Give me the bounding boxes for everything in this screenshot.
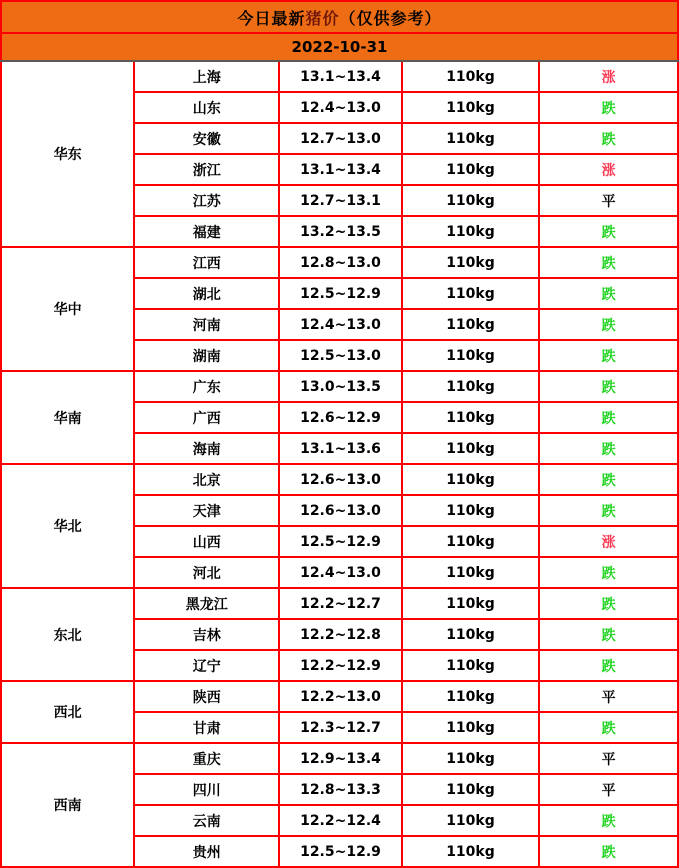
price-cell: 12.5~12.9 <box>279 836 402 867</box>
trend-cell: 涨 <box>539 154 678 185</box>
province-cell: 山东 <box>134 92 279 123</box>
region-cell: 华中 <box>1 247 134 371</box>
province-cell: 福建 <box>134 216 279 247</box>
price-cell: 13.1~13.4 <box>279 154 402 185</box>
trend-cell: 跌 <box>539 278 678 309</box>
price-cell: 12.2~12.7 <box>279 588 402 619</box>
price-cell: 13.2~13.5 <box>279 216 402 247</box>
weight-cell: 110kg <box>402 681 539 712</box>
province-cell: 河北 <box>134 557 279 588</box>
trend-cell: 跌 <box>539 371 678 402</box>
table-row <box>1 371 678 402</box>
trend-cell: 跌 <box>539 712 678 743</box>
trend-cell: 跌 <box>539 805 678 836</box>
province-cell: 重庆 <box>134 743 279 774</box>
price-cell: 12.7~13.1 <box>279 185 402 216</box>
province-cell: 浙江 <box>134 154 279 185</box>
province-cell: 北京 <box>134 464 279 495</box>
price-cell: 13.0~13.5 <box>279 371 402 402</box>
price-cell: 12.6~13.0 <box>279 495 402 526</box>
region-cell: 华北 <box>1 464 134 588</box>
price-cell: 12.6~12.9 <box>279 402 402 433</box>
weight-cell: 110kg <box>402 743 539 774</box>
weight-cell: 110kg <box>402 247 539 278</box>
province-cell: 四川 <box>134 774 279 805</box>
trend-cell: 跌 <box>539 495 678 526</box>
trend-cell: 跌 <box>539 433 678 464</box>
province-cell: 湖北 <box>134 278 279 309</box>
title-suffix: （仅供参考） <box>339 8 442 28</box>
trend-cell: 跌 <box>539 836 678 867</box>
price-cell: 12.2~12.9 <box>279 650 402 681</box>
province-cell: 广西 <box>134 402 279 433</box>
weight-cell: 110kg <box>402 836 539 867</box>
trend-cell: 跌 <box>539 650 678 681</box>
weight-cell: 110kg <box>402 774 539 805</box>
weight-cell: 110kg <box>402 526 539 557</box>
table-row <box>1 681 678 712</box>
province-cell: 云南 <box>134 805 279 836</box>
weight-cell: 110kg <box>402 309 539 340</box>
province-cell: 湖南 <box>134 340 279 371</box>
weight-cell: 110kg <box>402 185 539 216</box>
weight-cell: 110kg <box>402 557 539 588</box>
table-row <box>1 247 678 278</box>
price-cell: 13.1~13.4 <box>279 61 402 92</box>
price-cell: 12.5~12.9 <box>279 526 402 557</box>
weight-cell: 110kg <box>402 61 539 92</box>
price-cell: 12.8~13.3 <box>279 774 402 805</box>
date-label: 2022-10-31 <box>1 33 678 61</box>
trend-cell: 涨 <box>539 61 678 92</box>
trend-cell: 跌 <box>539 619 678 650</box>
province-cell: 江西 <box>134 247 279 278</box>
trend-cell: 涨 <box>539 526 678 557</box>
price-cell: 12.4~13.0 <box>279 92 402 123</box>
table-row <box>1 588 678 619</box>
province-cell: 吉林 <box>134 619 279 650</box>
weight-cell: 110kg <box>402 123 539 154</box>
weight-cell: 110kg <box>402 712 539 743</box>
weight-cell: 110kg <box>402 495 539 526</box>
weight-cell: 110kg <box>402 340 539 371</box>
price-cell: 12.6~13.0 <box>279 464 402 495</box>
title-prefix: 今日最新 <box>237 8 306 28</box>
title-highlight: 猪价 <box>305 8 340 28</box>
date-row <box>1 33 678 61</box>
trend-cell: 跌 <box>539 309 678 340</box>
province-cell: 山西 <box>134 526 279 557</box>
price-cell: 12.4~13.0 <box>279 557 402 588</box>
region-cell: 东北 <box>1 588 134 681</box>
trend-cell: 跌 <box>539 123 678 154</box>
trend-cell: 跌 <box>539 402 678 433</box>
province-cell: 贵州 <box>134 836 279 867</box>
table-row <box>1 464 678 495</box>
weight-cell: 110kg <box>402 433 539 464</box>
price-cell: 12.2~12.8 <box>279 619 402 650</box>
trend-cell: 跌 <box>539 340 678 371</box>
province-cell: 上海 <box>134 61 279 92</box>
region-cell: 华东 <box>1 61 134 247</box>
weight-cell: 110kg <box>402 588 539 619</box>
weight-cell: 110kg <box>402 402 539 433</box>
trend-cell: 平 <box>539 185 678 216</box>
table-title-row <box>1 1 678 33</box>
province-cell: 河南 <box>134 309 279 340</box>
weight-cell: 110kg <box>402 650 539 681</box>
weight-cell: 110kg <box>402 216 539 247</box>
trend-cell: 跌 <box>539 216 678 247</box>
trend-cell: 跌 <box>539 464 678 495</box>
weight-cell: 110kg <box>402 619 539 650</box>
trend-cell: 平 <box>539 774 678 805</box>
trend-cell: 跌 <box>539 92 678 123</box>
price-cell: 12.8~13.0 <box>279 247 402 278</box>
province-cell: 辽宁 <box>134 650 279 681</box>
trend-cell: 跌 <box>539 588 678 619</box>
province-cell: 广东 <box>134 371 279 402</box>
province-cell: 天津 <box>134 495 279 526</box>
price-cell: 12.7~13.0 <box>279 123 402 154</box>
price-cell: 12.2~12.4 <box>279 805 402 836</box>
trend-cell: 跌 <box>539 247 678 278</box>
region-cell: 西北 <box>1 681 134 743</box>
weight-cell: 110kg <box>402 154 539 185</box>
trend-cell: 平 <box>539 681 678 712</box>
province-cell: 江苏 <box>134 185 279 216</box>
province-cell: 黑龙江 <box>134 588 279 619</box>
weight-cell: 110kg <box>402 371 539 402</box>
page-title <box>1 1 678 33</box>
trend-cell: 跌 <box>539 557 678 588</box>
weight-cell: 110kg <box>402 464 539 495</box>
price-cell: 12.5~13.0 <box>279 340 402 371</box>
weight-cell: 110kg <box>402 805 539 836</box>
table-row <box>1 61 678 92</box>
region-cell: 华南 <box>1 371 134 464</box>
region-cell: 西南 <box>1 743 134 867</box>
province-cell: 海南 <box>134 433 279 464</box>
price-cell: 13.1~13.6 <box>279 433 402 464</box>
table-row <box>1 743 678 774</box>
price-cell: 12.2~13.0 <box>279 681 402 712</box>
trend-cell: 平 <box>539 743 678 774</box>
province-cell: 安徽 <box>134 123 279 154</box>
province-cell: 甘肃 <box>134 712 279 743</box>
province-cell: 陕西 <box>134 681 279 712</box>
price-cell: 12.4~13.0 <box>279 309 402 340</box>
price-table-body <box>1 61 678 867</box>
weight-cell: 110kg <box>402 278 539 309</box>
weight-cell: 110kg <box>402 92 539 123</box>
price-cell: 12.9~13.4 <box>279 743 402 774</box>
price-cell: 12.5~12.9 <box>279 278 402 309</box>
price-cell: 12.3~12.7 <box>279 712 402 743</box>
